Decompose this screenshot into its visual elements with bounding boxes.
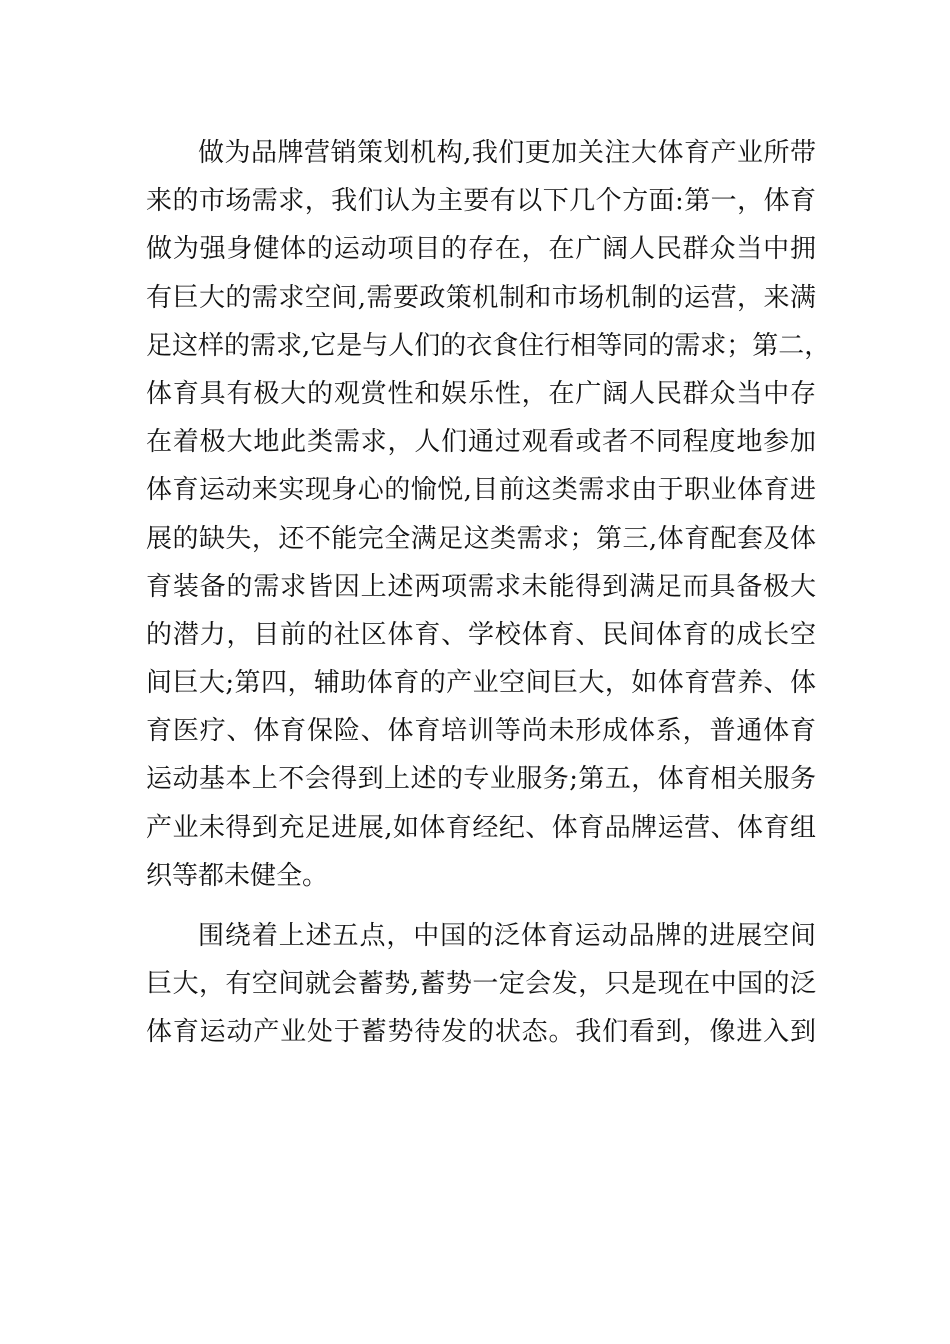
- body-text: [146, 129, 831, 1057]
- text-line: 有巨大的需求空间,需要政策机制和市场机制的运营，来满: [146, 282, 816, 313]
- text-line: 间巨大;第四，辅助体育的产业空间巨大，如体育营养、体: [146, 668, 816, 699]
- text-line: 织等都未健全。: [146, 860, 329, 891]
- text-line: 来的市场需求，我们认为主要有以下几个方面:第一，体育: [146, 186, 816, 217]
- paragraph: [146, 129, 831, 900]
- text-line: 围绕着上述五点，中国的泛体育运动品牌的进展空间: [198, 921, 816, 951]
- text-line: 体育运动来实现身心的愉悦,目前这类需求由于职业体育进: [146, 475, 816, 506]
- text-line: 育医疗、体育保险、体育培训等尚未形成体系，普通体育: [146, 716, 816, 747]
- text-line: 的潜力，目前的社区体育、学校体育、民间体育的成长空: [146, 619, 816, 650]
- text-line: 展的缺失，还不能完全满足这类需求；第三,体育配套及体: [146, 523, 816, 554]
- paragraph-spacing: [146, 900, 816, 912]
- text-line: 足这样的需求,它是与人们的衣食住行相等同的需求；第二，: [146, 330, 831, 361]
- text-line: 体育具有极大的观赏性和娱乐性，在广阔人民群众当中存: [146, 378, 816, 409]
- text-line: 运动基本上不会得到上述的专业服务;第五，体育相关服务: [146, 764, 816, 795]
- text-line: 产业未得到充足进展,如体育经纪、体育品牌运营、体育组: [146, 812, 816, 843]
- text-line: 做为品牌营销策划机构,我们更加关注大体育产业所带: [198, 138, 816, 168]
- text-line: 做为强身健体的运动项目的存在，在广阔人民群众当中拥: [146, 234, 816, 265]
- text-line: 巨大，有空间就会蓄势,蓄势一定会发，只是现在中国的泛: [146, 969, 816, 1000]
- text-line: 体育运动产业处于蓄势待发的状态。我们看到，像进入到: [146, 1017, 816, 1048]
- text-line: 育装备的需求皆因上述两项需求未能得到满足而具备极大: [146, 571, 816, 602]
- text-line: 在着极大地此类需求，人们通过观看或者不同程度地参加: [146, 427, 816, 458]
- paragraph: [146, 912, 816, 1057]
